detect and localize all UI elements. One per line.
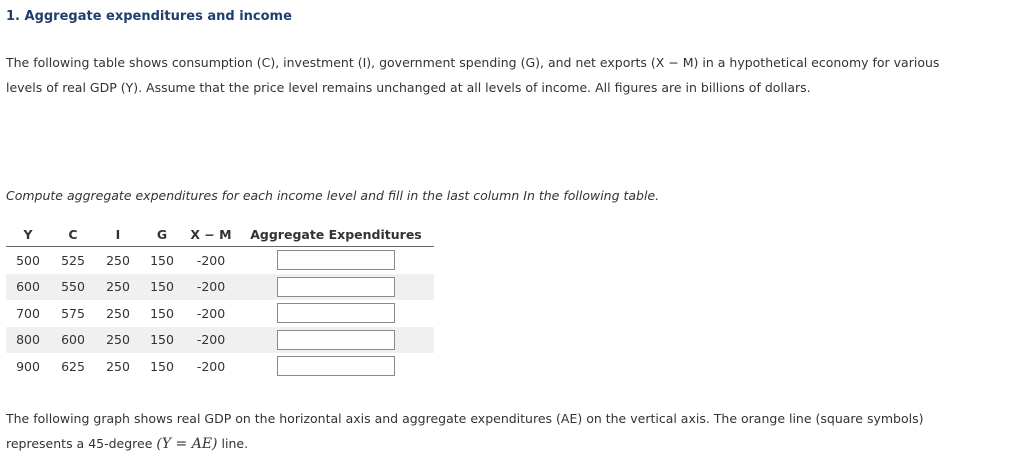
aggregate-expenditures-table: [6, 222, 434, 380]
table-row: [6, 327, 434, 354]
header-net-exports: X − M: [184, 222, 238, 247]
cell-ae: [238, 327, 434, 354]
cell-g: 150: [140, 274, 184, 301]
cell-c: 625: [61, 358, 85, 374]
intro-line-1: The following table shows consumption (C), investment (I), government spending (G), and net exports (X − M) in a hypothetical economy for various: [6, 55, 940, 70]
graph-description: [6, 406, 1006, 457]
ae-input-900[interactable]: [277, 356, 395, 376]
cell-i: 250: [96, 327, 140, 354]
table-row: [6, 353, 434, 380]
cell-y: 900: [16, 358, 40, 374]
cell-net-exports: -200: [196, 305, 226, 321]
ae-input-600[interactable]: [277, 277, 395, 297]
cell-ae: [238, 274, 434, 301]
cell-net-exports: -200: [184, 327, 238, 354]
header-y: Y: [6, 222, 50, 247]
ae-input-700[interactable]: [277, 303, 395, 323]
cell-net-exports: -200: [184, 274, 238, 301]
cell-y: 500: [16, 252, 40, 268]
header-aggregate-expenditures: Aggregate Expenditures: [238, 222, 434, 247]
cell-i: 250: [106, 358, 130, 374]
graph-desc-line-1: The following graph shows real GDP on the horizontal axis and aggregate expenditures (AE) on the vertical axis. The orange line (square symbols): [6, 411, 924, 426]
intro-line-2: levels of real GDP (Y). Assume that the price level remains unchanged at all levels of income. All figures are in billions of dollars.: [6, 80, 811, 95]
cell-ae: [238, 353, 434, 380]
ae-input-800[interactable]: [277, 330, 395, 350]
cell-y: 700: [16, 305, 40, 321]
question-intro: [6, 50, 996, 100]
cell-net-exports: -200: [196, 252, 226, 268]
table-row: [6, 247, 434, 274]
cell-g: 150: [150, 252, 174, 268]
table-header-row: [6, 222, 434, 247]
cell-g: 150: [140, 327, 184, 354]
header-i: I: [96, 222, 140, 247]
cell-net-exports: -200: [196, 358, 226, 374]
table-instruction: Compute aggregate expenditures for each income level and fill in the last column In the following table.: [6, 188, 660, 203]
equation-y-equals-ae: (Y = AE): [156, 436, 218, 452]
cell-y: 800: [6, 327, 50, 354]
cell-c: 600: [50, 327, 96, 354]
cell-g: 150: [150, 305, 174, 321]
cell-c: 525: [61, 252, 85, 268]
question-title: 1. Aggregate expenditures and income: [6, 9, 292, 24]
header-g: G: [140, 222, 184, 247]
cell-y: 600: [6, 274, 50, 301]
cell-i: 250: [106, 305, 130, 321]
ae-input-500[interactable]: [277, 250, 395, 270]
cell-ae: [238, 247, 434, 274]
cell-ae: [238, 300, 434, 327]
cell-i: 250: [106, 252, 130, 268]
table-row: [6, 300, 434, 327]
header-c: C: [50, 222, 96, 247]
graph-desc-line-2-suffix: line.: [217, 436, 249, 451]
cell-c: 550: [50, 274, 96, 301]
cell-c: 575: [61, 305, 85, 321]
table-row: [6, 274, 434, 301]
cell-i: 250: [96, 274, 140, 301]
graph-desc-line-2-prefix: represents a 45-degree: [6, 436, 157, 451]
cell-g: 150: [150, 358, 174, 374]
